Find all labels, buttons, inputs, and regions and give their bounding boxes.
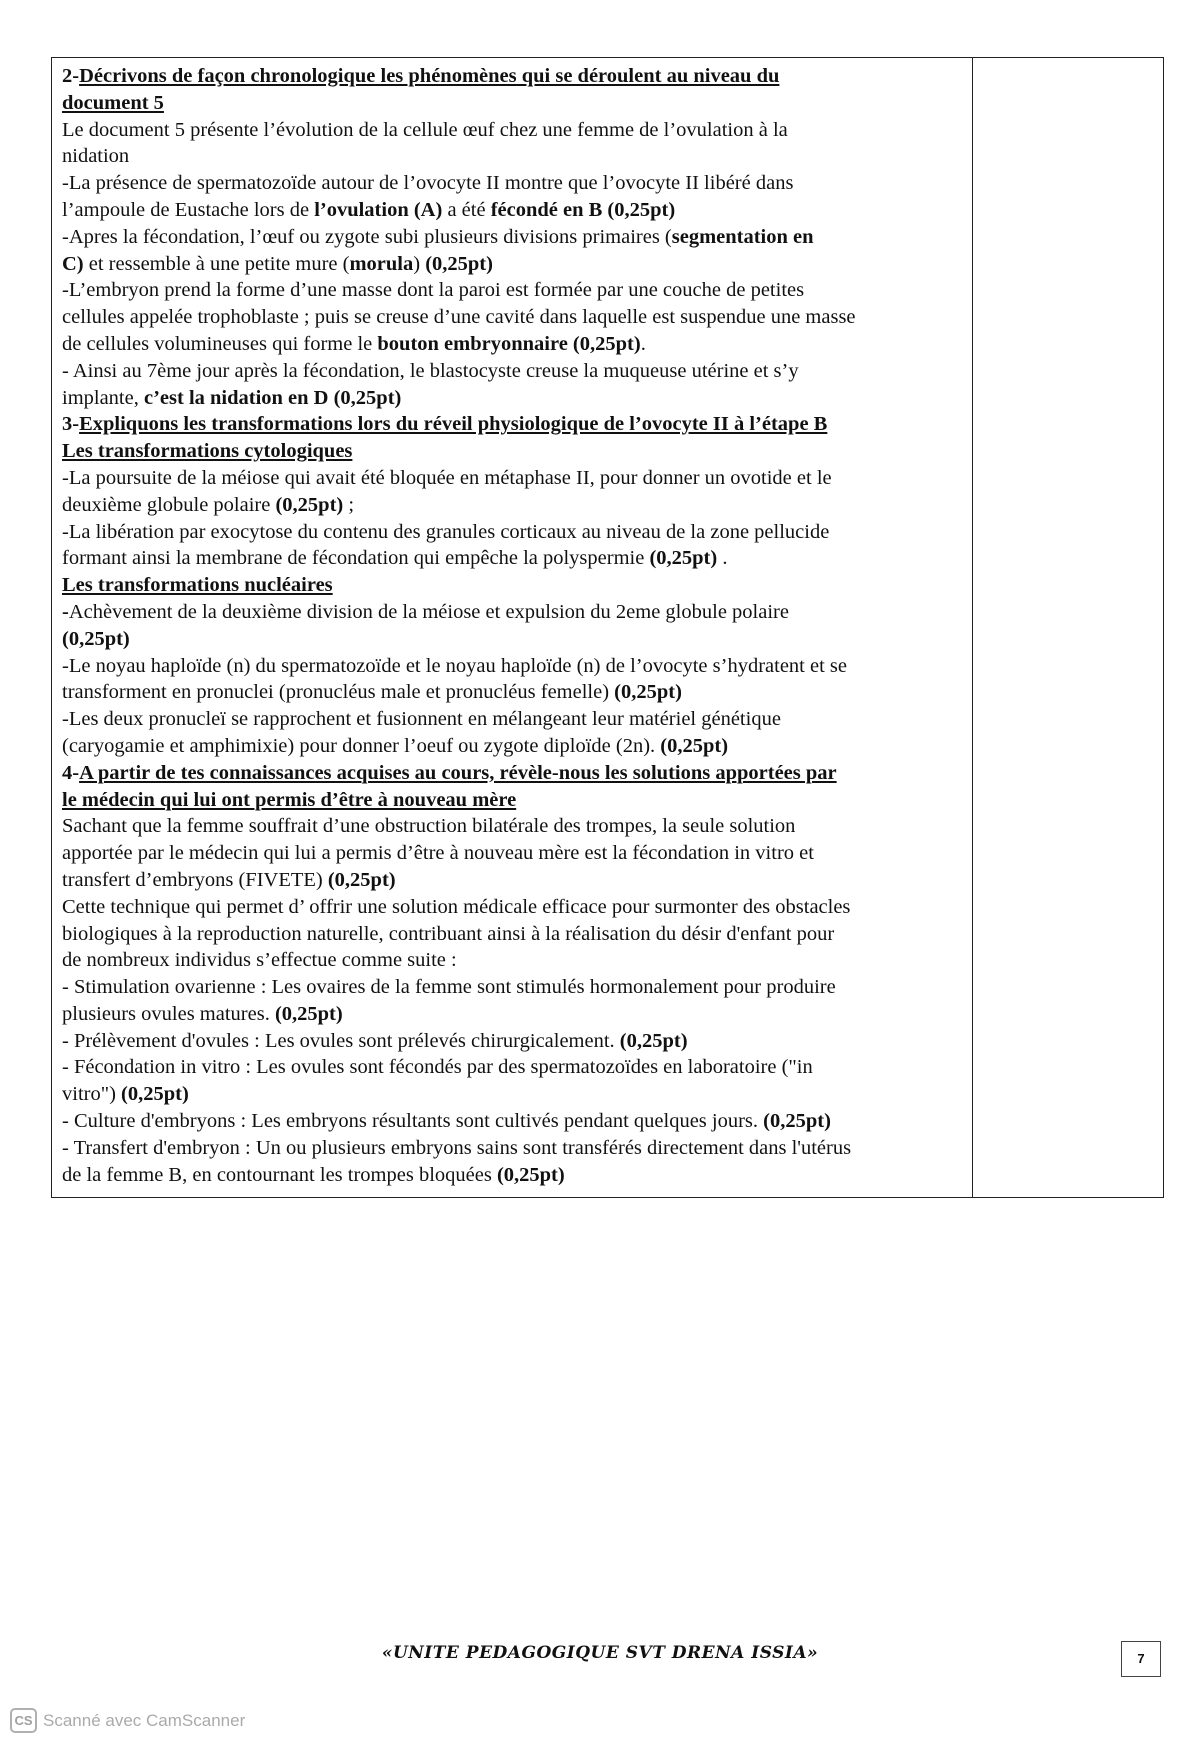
text-run: -L’embryon prend la forme d’une masse dont la paroi est formée par une couche de petites bbox=[62, 279, 805, 302]
text-run: transfert d’embryons (FIVETE) bbox=[62, 868, 328, 891]
camscanner-watermark bbox=[10, 1708, 245, 1733]
text-run: Achèvement de la deuxième division de la méiose et expulsion du 2eme globule polaire bbox=[68, 600, 789, 623]
text-run: deuxième globule polaire bbox=[62, 493, 276, 516]
text-run: (0,25pt) bbox=[619, 1029, 688, 1052]
text-line bbox=[62, 867, 960, 894]
text-run: (0,25pt) bbox=[614, 681, 682, 704]
text-run: bouton embryonnaire (0,25pt) bbox=[377, 332, 641, 355]
text-run: -Le noyau haploïde (n) du spermatozoïde et le noyau haploïde (n) de l’ovocyte s’hydratent et se bbox=[62, 654, 847, 677]
text-line bbox=[62, 1054, 960, 1081]
text-run: (0,25pt) bbox=[121, 1083, 189, 1106]
text-run: (0,25pt) bbox=[763, 1110, 831, 1133]
text-run: Décrivons de façon chronologique les phénomènes qui se déroulent au niveau du bbox=[79, 65, 780, 87]
text-run: (0,25pt) bbox=[62, 627, 130, 650]
text-run: Les transformations cytologiques bbox=[62, 440, 353, 463]
text-run: . bbox=[640, 332, 646, 355]
text-line bbox=[62, 626, 960, 653]
text-run: (0,25pt) bbox=[274, 1002, 343, 1025]
text-run: 3- bbox=[62, 413, 80, 436]
text-line bbox=[62, 706, 960, 733]
text-line bbox=[62, 385, 960, 412]
text-line bbox=[62, 358, 960, 385]
text-line bbox=[62, 1135, 960, 1162]
text-run: -Apres la fécondation, l’œuf ou zygote subi plusieurs divisions primaires ( bbox=[62, 225, 672, 248]
text-line bbox=[62, 251, 960, 278]
text-run: Expliquons les transformations lors du réveil physiologique de l’ovocyte II à l’étape B bbox=[79, 413, 828, 436]
text-line bbox=[62, 331, 960, 358]
text-line bbox=[62, 733, 960, 760]
text-run: Sachant que la femme souffrait d’une obstruction bilatérale des trompes, la seule solution bbox=[62, 815, 796, 838]
text-run: (0,25pt) bbox=[649, 547, 718, 570]
text-run: implante, bbox=[62, 386, 144, 409]
text-run: fécondé en B (0,25pt) bbox=[490, 198, 676, 221]
text-line bbox=[62, 465, 960, 492]
text-run: - Prélèvement d'ovules : Les ovules sont prélevés chirurgicalement. bbox=[62, 1029, 620, 1052]
text-run: de la femme B, en contournant les trompes bloquées bbox=[62, 1163, 497, 1186]
text-run: (0,25pt) bbox=[275, 493, 344, 516]
text-run: cellules appelée trophoblaste ; puis se creuse d’une cavité dans laquelle est suspendue une masse bbox=[62, 306, 856, 329]
text-line bbox=[62, 545, 960, 572]
text-run: (0,25pt) bbox=[496, 1163, 565, 1186]
text-line bbox=[62, 787, 960, 814]
text-run: -La libération par exocytose du contenu des granules corticaux au niveau de la zone pellucide bbox=[62, 520, 830, 543]
text-line bbox=[62, 438, 960, 465]
text-line bbox=[62, 90, 960, 117]
text-run: (caryogamie et amphimixie) pour donner l’oeuf ou zygote diploïde (2n). bbox=[62, 734, 661, 757]
text-run: A partir de tes connaissances acquises au cours, révèle-nous les solutions apportées par bbox=[79, 761, 837, 784]
text-run: - Culture d'embryons : Les embryons résultants sont cultivés pendant quelques jours. bbox=[62, 1110, 764, 1133]
text-run: - Fécondation in vitro : Les ovules sont fécondés par des spermatozoïdes en laboratoire ("in bbox=[62, 1056, 813, 1079]
text-line bbox=[62, 304, 960, 331]
text-line bbox=[62, 572, 960, 599]
text-run: de cellules volumineuses qui forme le bbox=[62, 332, 378, 355]
text-run: Les transformations nucléaires bbox=[62, 574, 333, 597]
text-run: - Ainsi au 7ème jour après la fécondation, le blastocyste creuse la muqueuse utérine et s’y bbox=[62, 359, 799, 382]
text-line bbox=[62, 599, 960, 626]
text-line bbox=[62, 519, 960, 546]
text-run: -La poursuite de la méiose qui avait été bloquée en métaphase II, pour donner un ovotide et le bbox=[62, 466, 832, 489]
page-number: 7 bbox=[1121, 1641, 1161, 1677]
text-run: a été bbox=[442, 198, 491, 221]
text-line bbox=[62, 974, 960, 1001]
text-line bbox=[62, 679, 960, 706]
text-run: C) bbox=[62, 252, 84, 275]
text-run: Cette technique qui permet d’ offrir une solution médicale efficace pour surmonter des obstacles bbox=[62, 895, 851, 918]
text-run: apportée par le médecin qui lui a permis d’être à nouveau mère est la fécondation in vitro et bbox=[62, 842, 814, 865]
text-run: et ressemble à une petite mure ( bbox=[83, 252, 350, 275]
text-run: de nombreux individus s’effectue comme suite : bbox=[62, 949, 457, 972]
text-line bbox=[62, 840, 960, 867]
text-run: - Stimulation ovarienne : Les ovaires de la femme sont stimulés hormonalement pour produire bbox=[62, 976, 836, 999]
text-line bbox=[62, 1108, 960, 1135]
text-run: plusieurs ovules matures. bbox=[62, 1002, 275, 1025]
text-run: morula bbox=[349, 252, 414, 275]
camscanner-logo-icon: CS bbox=[10, 1708, 37, 1733]
answer-table bbox=[51, 57, 1164, 1198]
text-run: c’est la nidation en D (0,25pt) bbox=[143, 386, 402, 409]
text-run: 4- bbox=[62, 761, 80, 784]
text-run: (0,25pt) bbox=[425, 252, 493, 275]
text-run: . bbox=[717, 547, 728, 570]
text-run: biologiques à la reproduction naturelle, contribuant ainsi à la réalisation du désir d'enfant pour bbox=[62, 922, 835, 945]
answer-text-cell bbox=[52, 58, 973, 1197]
text-run: l’ampoule de Eustache lors de bbox=[62, 198, 315, 221]
text-line bbox=[62, 411, 960, 438]
text-run: transforment en pronuclei (pronucléus male et pronucléus femelle) bbox=[62, 681, 615, 704]
text-line bbox=[62, 277, 960, 304]
text-line bbox=[62, 1081, 960, 1108]
text-line bbox=[62, 492, 960, 519]
text-run: -Les deux pronucleï se rapprochent et fusionnent en mélangeant leur matériel génétique bbox=[62, 708, 781, 731]
text-line bbox=[62, 224, 960, 251]
text-line bbox=[62, 170, 960, 197]
text-run: - bbox=[62, 600, 69, 623]
text-run: Le document 5 présente l’évolution de la cellule œuf chez une femme de l’ovulation à la bbox=[62, 118, 788, 141]
text-run: nidation bbox=[62, 145, 130, 168]
camscanner-label: Scanné avec CamScanner bbox=[43, 1710, 246, 1730]
text-line bbox=[62, 653, 960, 680]
text-line bbox=[62, 1001, 960, 1028]
text-run: (0,25pt) bbox=[660, 734, 729, 757]
text-run: ; bbox=[343, 493, 355, 516]
text-line bbox=[62, 63, 960, 90]
text-line bbox=[62, 894, 960, 921]
text-run: 2- bbox=[62, 65, 80, 87]
text-line bbox=[62, 197, 960, 224]
text-run: formant ainsi la membrane de fécondation qui empêche la polyspermie bbox=[62, 547, 650, 570]
text-run: - Transfert d'embryon : Un ou plusieurs embryons sains sont transférés directement dans l'utérus bbox=[62, 1136, 852, 1159]
text-run: segmentation en bbox=[671, 225, 814, 248]
text-line bbox=[62, 947, 960, 974]
text-line bbox=[62, 813, 960, 840]
text-line bbox=[62, 117, 960, 144]
text-run: document 5 bbox=[62, 91, 164, 114]
text-line bbox=[62, 760, 960, 787]
text-line bbox=[62, 1162, 960, 1189]
points-column-cell bbox=[973, 58, 1163, 1197]
text-run: vitro") bbox=[62, 1083, 122, 1106]
footer-unit-label: «UNITE PEDAGOGIQUE SVT DRENA ISSIA» bbox=[381, 1643, 819, 1663]
text-run: (0,25pt) bbox=[327, 868, 396, 891]
text-line bbox=[62, 143, 960, 170]
text-line bbox=[62, 921, 960, 948]
text-run: l’ovulation (A) bbox=[314, 198, 443, 221]
text-run: le médecin qui lui ont permis d’être à nouveau mère bbox=[62, 788, 517, 811]
text-line bbox=[62, 1028, 960, 1055]
text-run: ) bbox=[413, 252, 426, 275]
text-run: -La présence de spermatozoïde autour de l’ovocyte II montre que l’ovocyte II libéré dans bbox=[62, 172, 794, 195]
